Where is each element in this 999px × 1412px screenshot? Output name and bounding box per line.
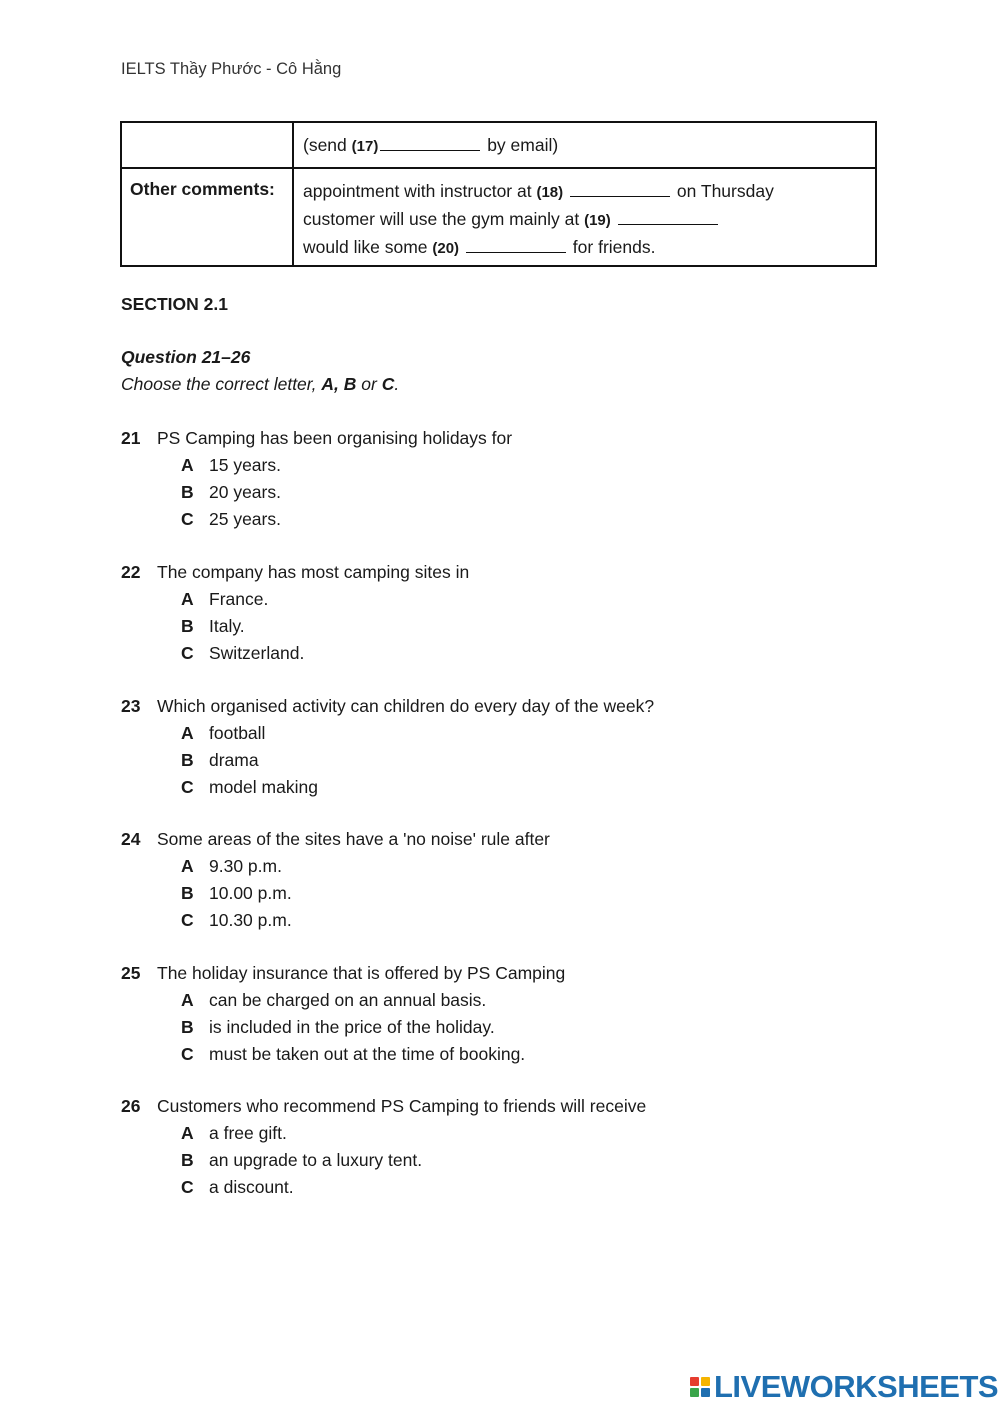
question-text: Some areas of the sites have a 'no noise' rule after — [157, 829, 550, 849]
section-title: SECTION 2.1 — [121, 294, 228, 314]
question-number: 26 — [121, 1096, 141, 1116]
row-label: Other comments: — [130, 179, 275, 199]
gap-number: (18) — [536, 184, 564, 201]
question-text: Customers who recommend PS Camping to friends will receive — [157, 1096, 647, 1116]
option-b[interactable]: B Italy. — [181, 616, 245, 636]
table-cell — [293, 168, 876, 266]
option-a[interactable]: A a free gift. — [181, 1123, 287, 1143]
option-a[interactable]: A 15 years. — [181, 455, 281, 475]
answer-blank-19[interactable] — [618, 209, 718, 225]
question-text: Which organised activity can children do every day of the week? — [157, 696, 655, 716]
logo-icon — [690, 1377, 710, 1397]
note-line: customer will use the gym mainly at (19) — [303, 206, 875, 234]
liveworksheets-logo — [690, 1369, 999, 1404]
option-c[interactable]: C Switzerland. — [181, 643, 305, 663]
option-c[interactable]: C model making — [181, 777, 318, 797]
option-a[interactable]: A France. — [181, 589, 269, 609]
logo-square — [701, 1377, 710, 1386]
option-c[interactable]: C 10.30 p.m. — [181, 910, 292, 930]
question-number: 23 — [121, 696, 141, 716]
option-a[interactable]: A football — [181, 723, 266, 743]
notes-table — [120, 121, 877, 267]
question-25 — [121, 960, 565, 1068]
option-b[interactable]: B 20 years. — [181, 482, 281, 502]
question-24 — [121, 826, 550, 934]
instruction: Choose the correct letter, A, B or C. — [121, 374, 400, 394]
table-row — [121, 122, 876, 168]
logo-square — [690, 1388, 699, 1397]
table-cell-label — [121, 168, 293, 266]
option-b[interactable]: B 10.00 p.m. — [181, 883, 292, 903]
answer-blank-18[interactable] — [570, 181, 670, 197]
logo-text: LIVEWORKSHEETS — [714, 1369, 999, 1404]
question-23 — [121, 693, 654, 801]
gap-number: (20) — [432, 240, 460, 257]
option-c[interactable]: C 25 years. — [181, 509, 281, 529]
question-text: The company has most camping sites in — [157, 562, 470, 582]
note-line: would like some (20) for friends. — [303, 237, 656, 257]
question-number: 24 — [121, 829, 141, 849]
option-b[interactable]: B an upgrade to a luxury tent. — [181, 1150, 423, 1170]
option-b[interactable]: B is included in the price of the holiday. — [181, 1017, 495, 1037]
logo-square — [701, 1388, 710, 1397]
note-line: appointment with instructor at (18) on Thursday — [303, 181, 774, 201]
question-number: 21 — [121, 428, 141, 448]
question-number: 25 — [121, 963, 141, 983]
question-number: 22 — [121, 562, 141, 582]
option-c[interactable]: C must be taken out at the time of booking. — [181, 1044, 526, 1064]
table-cell: (send (17) by email) — [293, 122, 876, 168]
question-range: Question 21–26 — [121, 347, 251, 367]
question-22 — [121, 559, 469, 667]
table-row — [121, 168, 876, 266]
option-a[interactable]: A can be charged on an annual basis. — [181, 990, 487, 1010]
option-b[interactable]: B drama — [181, 750, 259, 770]
question-text: PS Camping has been organising holidays for — [157, 428, 513, 448]
option-c[interactable]: C a discount. — [181, 1177, 294, 1197]
gap-number: (17) — [351, 138, 379, 155]
page-header: IELTS Thầy Phước - Cô Hằng — [121, 60, 342, 78]
logo-square — [690, 1377, 699, 1386]
table-cell-empty — [121, 122, 293, 168]
question-21 — [121, 425, 512, 533]
answer-blank-20[interactable] — [466, 237, 566, 253]
gap-number: (19) — [584, 212, 611, 229]
question-26 — [121, 1093, 646, 1201]
question-text: The holiday insurance that is offered by PS Camping — [157, 963, 566, 983]
answer-blank-17[interactable] — [380, 135, 480, 151]
option-a[interactable]: A 9.30 p.m. — [181, 856, 282, 876]
